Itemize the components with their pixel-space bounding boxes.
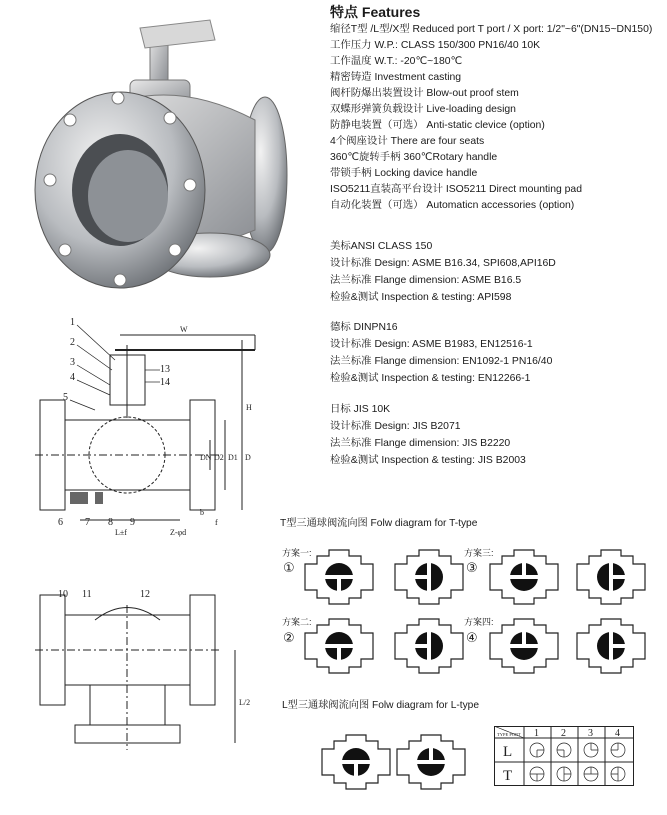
feature-item: ISO5211直装高平台设计 ISO5211 Direct mounting pad <box>330 184 582 195</box>
plan-label: 方案一: <box>282 548 312 558</box>
table-corner-label: TYPE PORT <box>497 732 521 737</box>
standard-line: 法兰标准 Flange dimension: JIS B2220 <box>330 438 511 449</box>
standard-din <box>330 319 552 387</box>
plan-label: 方案四: <box>464 617 494 627</box>
part-number: 6 <box>58 517 63 528</box>
standard-heading: 德标 DINPN16 <box>330 322 398 333</box>
product-photo <box>10 0 310 300</box>
dimension-label: H <box>246 403 252 412</box>
part-number: 2 <box>70 337 75 348</box>
dimension-label: D2 <box>214 453 224 462</box>
feature-item: 工作温度 W.T.: -20℃~180℃ <box>330 56 463 67</box>
feature-item: 阀杆防爆出装置设计 Blow-out proof stem <box>330 88 519 99</box>
standard-ansi <box>330 238 556 306</box>
table-column: 4 <box>615 728 620 739</box>
port-table <box>494 726 634 786</box>
plan-label: 方案三: <box>464 548 494 558</box>
table-column: 2 <box>561 728 566 739</box>
feature-item: 自动化装置（可选） Automaticn accessories (option) <box>330 200 575 211</box>
standard-heading: 美标ANSI CLASS 150 <box>330 241 433 252</box>
dimension-label: b <box>200 508 204 517</box>
features-list <box>330 22 652 214</box>
standard-jis <box>330 401 526 469</box>
part-number: 5 <box>63 392 68 403</box>
feature-item: 精密铸造 Investment casting <box>330 72 462 83</box>
flow-valve-icon <box>575 617 647 675</box>
l-type-caption: L型三通球阀流向图 Folw diagram for L-type <box>282 700 480 711</box>
plan-number: ② <box>283 630 295 645</box>
feature-item: 缩径T型 /L型/X型 Reduced port T port / X port: 1/2"~6"(DN15~DN150) <box>330 24 653 35</box>
table-row-label: T <box>503 768 513 784</box>
standard-line: 法兰标准 Flange dimension: EN1092-1 PN16/40 <box>330 356 553 367</box>
standard-line: 设计标准 Design: ASME B1983, EN12516-1 <box>330 339 533 350</box>
flow-valve-icon <box>575 548 647 606</box>
part-number: 7 <box>85 517 90 528</box>
dimension-label: W <box>180 325 188 334</box>
standard-line: 检验&测试 Inspection & testing: API598 <box>330 292 512 303</box>
t-type-caption: T型三通球阀流向图 Folw diagram for T-type <box>280 518 478 529</box>
flow-valve-icon <box>488 617 560 675</box>
dimension-label: Z-φd <box>170 528 187 537</box>
table-row-label: L <box>503 744 513 760</box>
table-column: 1 <box>534 728 539 739</box>
table-column: 3 <box>588 728 593 739</box>
dimension-label: D <box>245 453 251 462</box>
section-drawing <box>20 310 285 810</box>
part-number: 11 <box>82 589 92 600</box>
feature-item: 360℃旋转手柄 360℃Rotary handle <box>330 152 498 163</box>
part-number: 3 <box>70 357 75 368</box>
part-number: 10 <box>58 589 68 600</box>
flow-valve-icon <box>303 548 375 606</box>
part-number: 9 <box>130 517 135 528</box>
plan-number: ④ <box>466 630 478 645</box>
part-number: 13 <box>160 364 170 375</box>
flow-valve-icon <box>488 548 560 606</box>
dimension-label: L±f <box>115 528 127 537</box>
standard-line: 检验&测试 Inspection & testing: EN12266-1 <box>330 373 531 384</box>
standard-line: 检验&测试 Inspection & testing: JIS B2003 <box>330 455 526 466</box>
plan-number: ③ <box>466 560 478 575</box>
feature-item: 双蝶形弹簧负载设计 Live-loading design <box>330 104 516 115</box>
dimension-label: L/2 <box>239 698 251 707</box>
dimension-label: DN <box>200 453 212 462</box>
plan-number: ① <box>283 560 295 575</box>
dimension-label: f <box>215 518 218 527</box>
standard-line: 设计标准 Design: JIS B2071 <box>330 421 461 432</box>
dimension-label: D1 <box>228 453 238 462</box>
plan-label: 方案二: <box>282 617 312 627</box>
feature-item: 工作压力 W.P.: CLASS 150/300 PN16/40 10K <box>330 40 541 51</box>
flow-valve-icon <box>320 733 392 791</box>
flow-valve-icon <box>303 617 375 675</box>
feature-item: 带锁手柄 Locking davice handle <box>330 168 478 179</box>
part-number: 4 <box>70 372 75 383</box>
standard-heading: 日标 JIS 10K <box>330 404 391 415</box>
part-number: 12 <box>140 589 150 600</box>
flow-valve-icon <box>395 733 467 791</box>
flow-valve-icon <box>393 548 465 606</box>
features-title: 特点 Features <box>330 4 421 20</box>
part-number: 8 <box>108 517 113 528</box>
standard-line: 设计标准 Design: ASME B16.34, SPI608,API16D <box>330 258 556 269</box>
flow-valve-icon <box>393 617 465 675</box>
feature-item: 防静电装置（可选） Anti-static clevice (option) <box>330 120 545 131</box>
standard-line: 法兰标准 Flange dimension: ASME B16.5 <box>330 275 522 286</box>
part-number: 14 <box>160 377 170 388</box>
part-number: 1 <box>70 317 75 328</box>
feature-item: 4个阀座设计 There are four seats <box>330 136 485 147</box>
